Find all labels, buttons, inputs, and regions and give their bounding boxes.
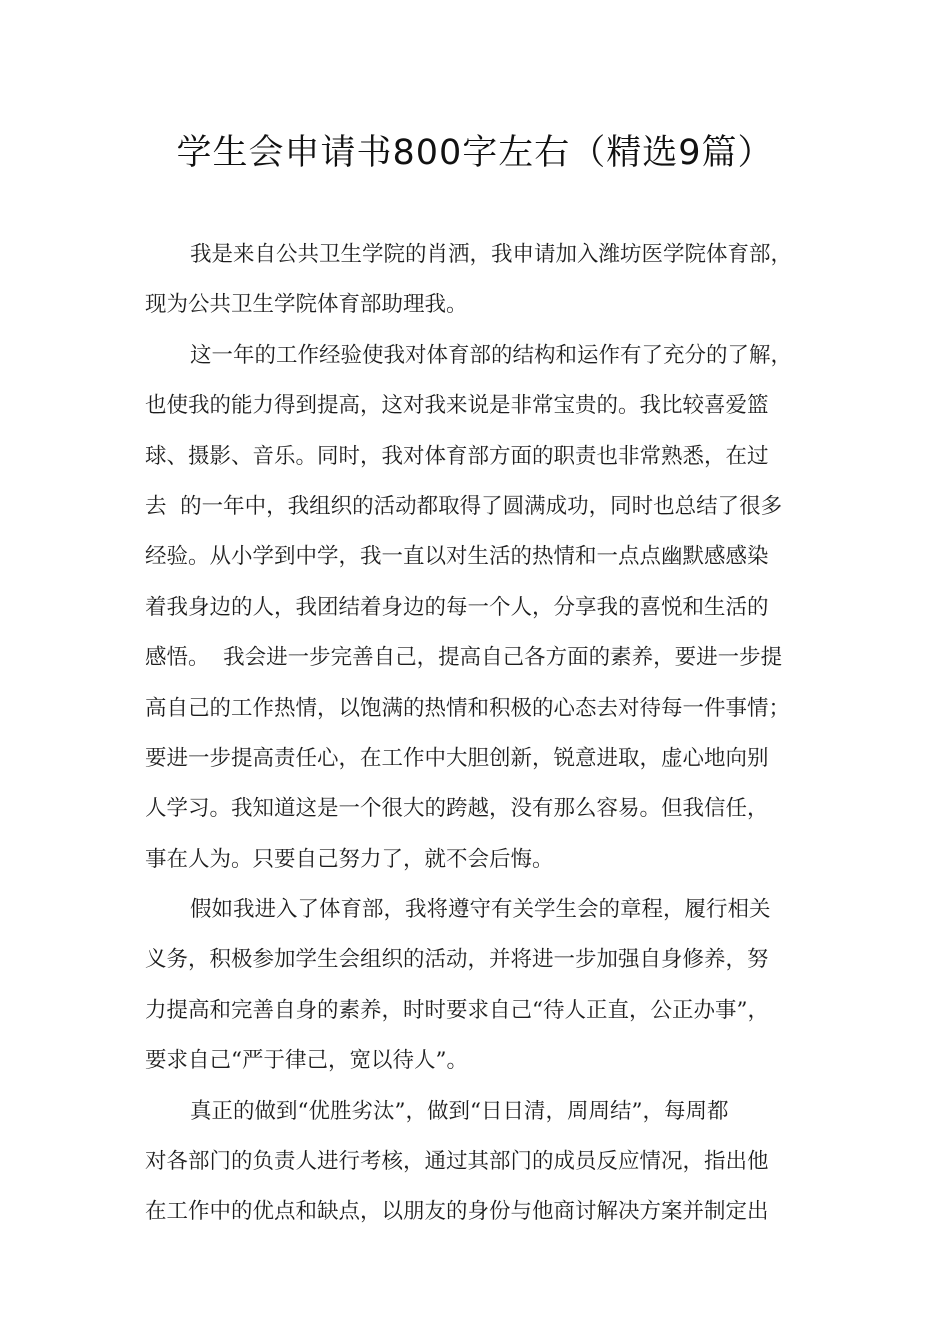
text-line: 感悟。 我会进一步完善自己，提高自己各方面的素养，要进一步提	[145, 645, 783, 671]
text-line: 现为公共卫生学院体育部助理我。	[145, 292, 468, 318]
text-line: 这一年的工作经验使我对体育部的结构和运作有了充分的了解，	[190, 342, 793, 368]
text-line: 假如我进入了体育部，我将遵守有关学生会的章程，履行相关	[190, 897, 771, 923]
text-line: 力提高和完善自身的素养，时时要求自己“待人正直，公正办事”，	[145, 997, 769, 1023]
text-line: 真正的做到“优胜劣汰”，做到“日日清，周周结”，每周都	[190, 1098, 729, 1124]
text-line: 球、摄影、音乐。同时，我对体育部方面的职责也非常熟悉，在过	[145, 443, 769, 469]
document-title: 学生会申请书800字左右（精选9篇）	[176, 133, 774, 173]
text-line: 事在人为。只要自己努力了，就不会后悔。	[145, 846, 554, 872]
text-line: 高自己的工作热情，以饱满的热情和积极的心态去对待每一件事情；	[145, 695, 791, 721]
text-line: 在工作中的优点和缺点，以朋友的身份与他商讨解决方案并制定出	[145, 1199, 769, 1225]
text-line: 要进一步提高责任心，在工作中大胆创新，锐意进取，虚心地向别	[145, 745, 769, 771]
text-line: 对各部门的负责人进行考核，通过其部门的成员反应情况，指出他	[145, 1149, 769, 1175]
text-line: 着我身边的人，我团结着身边的每一个人，分享我的喜悦和生活的	[145, 594, 769, 620]
document-body	[145, 230, 825, 1238]
text-line: 去 的一年中，我组织的活动都取得了圆满成功，同时也总结了很多	[145, 493, 783, 519]
text-line: 义务，积极参加学生会组织的活动，并将进一步加强自身修养，努	[145, 947, 769, 973]
text-line: 人学习。我知道这是一个很大的跨越，没有那么容易。但我信任，	[145, 796, 769, 822]
text-line: 要求自己“严于律己，宽以待人”。	[145, 1048, 468, 1074]
text-line: 也使我的能力得到提高，这对我来说是非常宝贵的。我比较喜爱篮	[145, 393, 769, 419]
text-line: 经验。从小学到中学，我一直以对生活的热情和一点点幽默感感染	[145, 544, 769, 570]
text-line: 我是来自公共卫生学院的肖洒，我申请加入潍坊医学院体育部，	[190, 242, 793, 267]
